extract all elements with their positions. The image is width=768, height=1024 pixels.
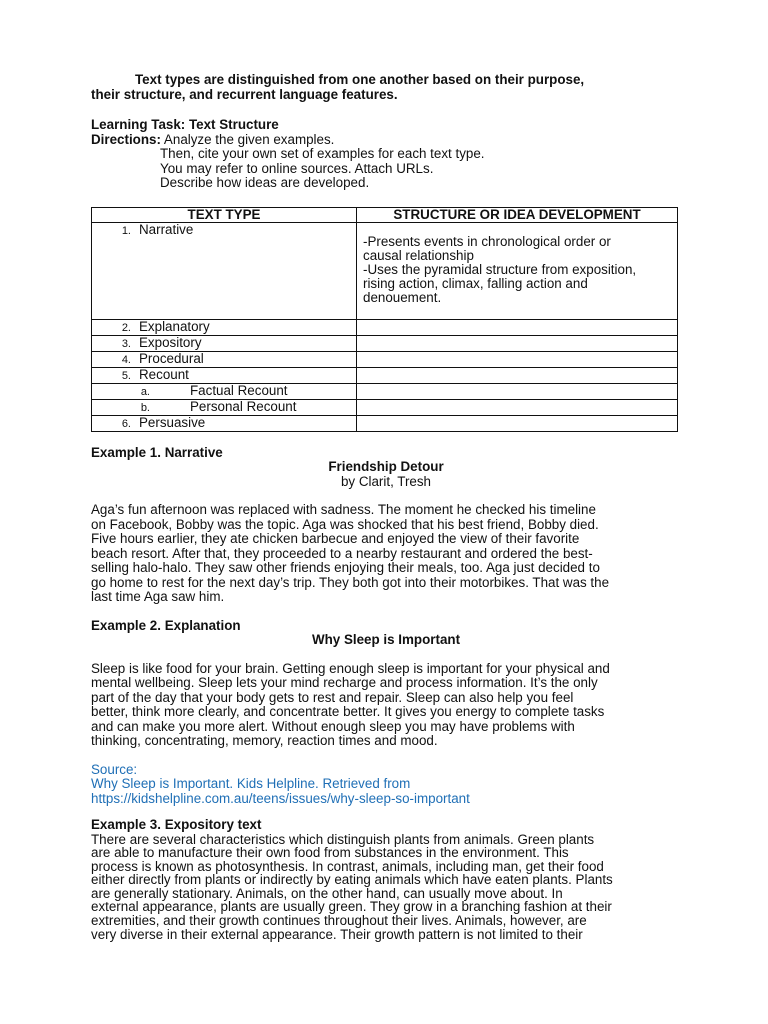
row-label: Expository	[139, 334, 202, 350]
source-url-link[interactable]: https://kidshelpline.com.au/teens/issues/why-sleep-so-important	[91, 790, 470, 806]
text-line: very diverse in their external appearance. Their growth pattern is not limited to their	[91, 926, 583, 942]
example2-title: Why Sleep is Important	[311, 632, 461, 647]
table-cell	[357, 415, 678, 431]
structure-line: -Presents events in chronological order or	[363, 233, 611, 249]
table-row	[92, 319, 678, 335]
text-line: Sleep is like food for your brain. Getting enough sleep is important for your physical and	[91, 660, 610, 676]
table-row	[92, 351, 678, 367]
table-cell	[357, 383, 678, 399]
column-header: STRUCTURE OR IDEA DEVELOPMENT	[357, 207, 678, 222]
table-cell	[357, 335, 678, 351]
directions-line: Describe how ideas are developed.	[160, 175, 370, 190]
intro-line: their structure, and recurrent language features.	[91, 86, 398, 102]
example2-heading: Example 2. Explanation	[91, 617, 241, 633]
structure-line: denouement.	[363, 289, 442, 305]
structure-line: rising action, climax, falling action and	[363, 275, 588, 291]
table-cell	[92, 399, 357, 415]
structure-line: -Uses the pyramidal structure from exposition,	[363, 261, 637, 277]
row-number: b.	[140, 401, 150, 414]
text-line: There are several characteristics which distinguish plants from animals. Green plants	[91, 831, 595, 847]
row-label: Personal Recount	[190, 398, 297, 414]
table-row	[92, 415, 678, 431]
row-number: a.	[140, 385, 150, 398]
text-line: thinking, concentrating, memory, reaction times and mood.	[91, 733, 438, 748]
table-row	[92, 367, 678, 383]
table-row	[92, 335, 678, 351]
row-label: Narrative	[139, 221, 194, 237]
text-line: last time Aga saw him.	[91, 589, 225, 604]
table-cell	[357, 399, 678, 415]
table-cell	[92, 351, 357, 367]
text-type-table	[91, 207, 678, 432]
row-number: 1.	[121, 224, 131, 237]
row-number: 4.	[121, 353, 131, 366]
text-line: and can make you more alert. Without enough sleep you may have problems with	[91, 718, 575, 734]
table-cell	[92, 335, 357, 351]
text-line: better, think more clearly, and concentrate better. It gives you energy to complete tasks	[91, 704, 605, 719]
row-number: 2.	[121, 321, 131, 334]
example1-byline: by Clarit, Tresh	[340, 473, 432, 489]
text-line: part of the day that your body gets to rest and repair. Sleep can also help you feel	[91, 689, 574, 705]
row-label: Factual Recount	[190, 382, 288, 398]
column-header: TEXT TYPE	[92, 207, 357, 222]
directions-line: Then, cite your own set of examples for each text type.	[160, 146, 485, 161]
table-row	[92, 222, 678, 319]
text-line: beach resort. After that, they proceeded to a nearby restaurant and ordered the best-	[91, 545, 593, 561]
document-page	[91, 73, 681, 941]
learning-task-heading: Learning Task: Text Structure	[91, 117, 279, 132]
table-cell	[357, 351, 678, 367]
row-number: 3.	[121, 337, 131, 350]
text-line: selling halo-halo. They saw other friends enjoying their meals, too. Aga just decided to	[91, 560, 600, 575]
intro-line: Text types are distinguished from one another based on their purpose,	[135, 72, 585, 87]
source-citation: Why Sleep is Important. Kids Helpline. Retrieved from	[91, 776, 411, 791]
example3-body	[91, 833, 681, 942]
row-label: Procedural	[139, 350, 204, 366]
table-cell	[92, 415, 357, 431]
example3-heading: Example 3. Expository text	[91, 817, 262, 832]
row-label: Recount	[139, 366, 189, 382]
table-cell	[92, 383, 357, 399]
table-cell	[357, 367, 678, 383]
table-row	[92, 383, 678, 399]
directions-label: Directions:	[91, 131, 161, 147]
row-number: 6.	[121, 417, 131, 430]
text-line: extremities, and their growth continues throughout their lives. Animals, however, are	[91, 913, 587, 929]
source-block	[91, 763, 681, 807]
table-cell	[357, 319, 678, 335]
row-label: Persuasive	[139, 414, 206, 430]
text-line: go home to rest for the next day’s trip. They both got into their motorbikes. That was the	[91, 574, 610, 590]
example1-title: Friendship Detour	[328, 459, 444, 474]
text-line: Five hours earlier, they ate chicken barbecue and enjoyed the view of their favorite	[91, 531, 580, 546]
table-cell	[92, 319, 357, 335]
table-cell	[92, 222, 357, 319]
text-line: either directly from plants or indirectly by eating animals which have eaten plants. Plants	[91, 872, 613, 888]
directions-first: Analyze the given examples.	[160, 131, 335, 147]
intro-paragraph	[91, 73, 681, 102]
example2-body	[91, 662, 681, 749]
directions	[91, 133, 681, 148]
example1-heading: Example 1. Narrative	[91, 444, 223, 460]
table-cell	[357, 222, 678, 319]
text-line: mental wellbeing. Sleep lets your mind recharge and process information. It’s the only	[91, 675, 598, 690]
source-label: Source:	[91, 761, 138, 777]
text-line: Aga’s fun afternoon was replaced with sadness. The moment he checked his timeline	[91, 502, 596, 517]
table-cell	[92, 367, 357, 383]
example1-body	[91, 503, 681, 605]
text-line: are able to manufacture their own food from substances in the environment. This	[91, 845, 569, 861]
table-header-row	[92, 207, 678, 222]
text-line: on Facebook, Bobby was the topic. Aga was shocked that his best friend, Bobby died.	[91, 516, 599, 532]
table-row	[92, 399, 678, 415]
directions-line: You may refer to online sources. Attach URLs.	[160, 160, 434, 176]
text-line: process is known as photosynthesis. In contrast, animals, including man, get their food	[91, 858, 604, 874]
text-line: external appearance, plants are usually green. They grow in a branching fashion at their	[91, 899, 612, 915]
structure-line: causal relationship	[363, 247, 474, 263]
row-label: Explanatory	[139, 318, 210, 334]
row-number: 5.	[121, 369, 131, 382]
text-line: are generally stationary. Animals, on the other hand, can usually move about. In	[91, 885, 563, 901]
